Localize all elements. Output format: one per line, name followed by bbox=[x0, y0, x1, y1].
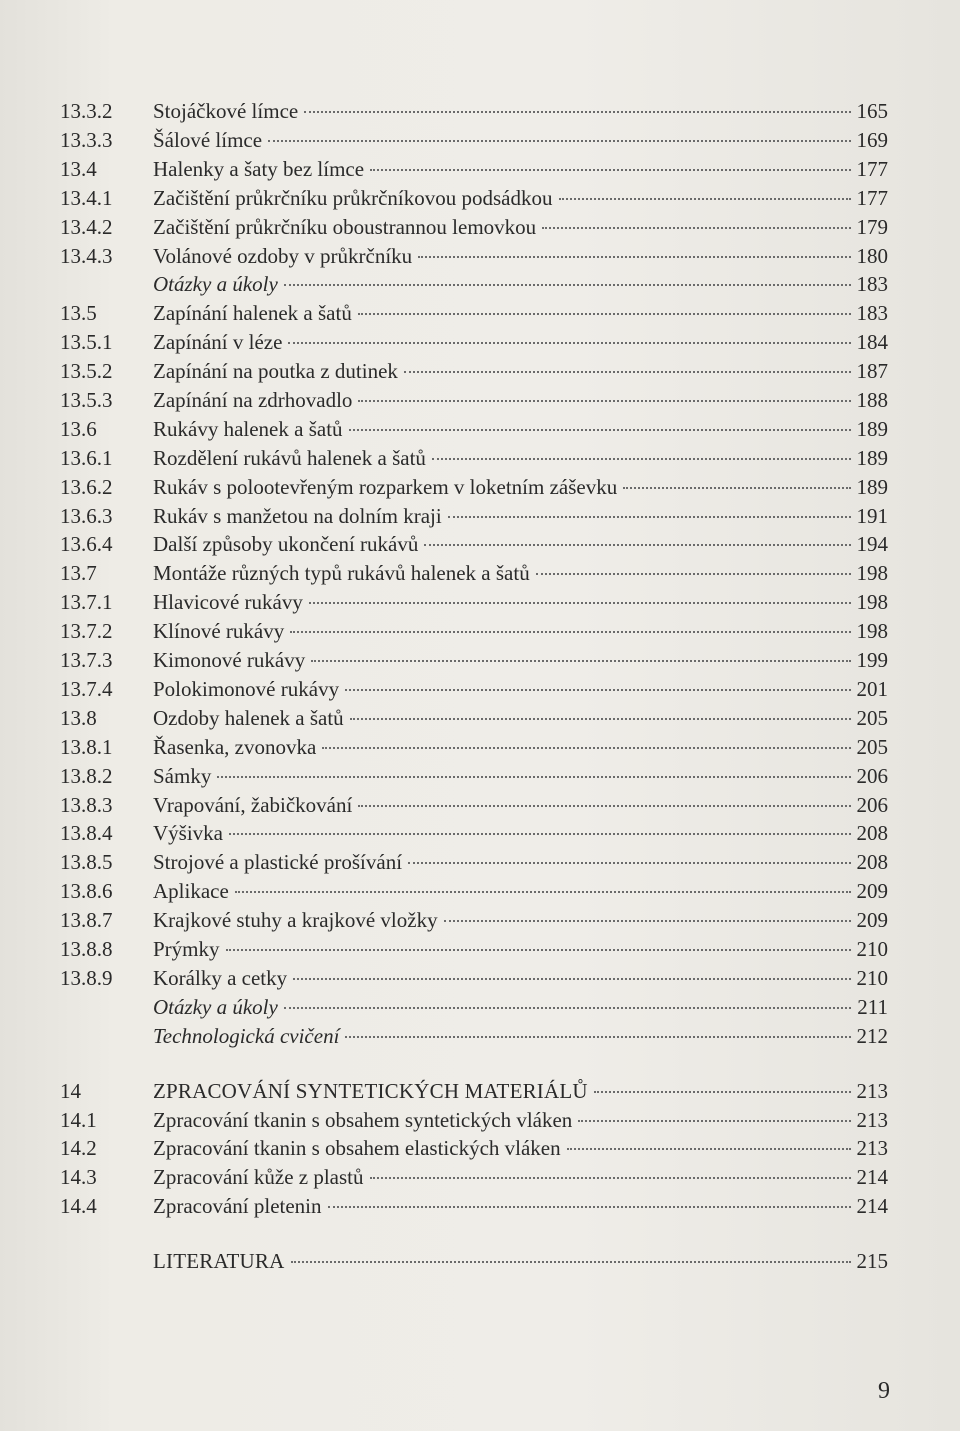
toc-entry-title: Korálky a cetky bbox=[153, 966, 288, 990]
toc-entry-number: 13.3.3 bbox=[60, 128, 113, 152]
toc-entry-number: 13.6.2 bbox=[60, 475, 113, 499]
toc-entry-number: 13.4.3 bbox=[60, 244, 113, 268]
page-number: 9 bbox=[878, 1378, 890, 1404]
toc-entry-title: Rozdělení rukávů halenek a šatů bbox=[153, 446, 426, 470]
toc-entry-title: Začištění průkrčníku průkrčníkovou podsádkou bbox=[153, 186, 553, 210]
toc-entry-number: 13.8.9 bbox=[60, 966, 113, 990]
toc-entry-number: 13.8.7 bbox=[60, 908, 113, 932]
toc-entry-number: 13.8.2 bbox=[60, 764, 113, 788]
toc-entry-number: 13.4.1 bbox=[60, 186, 113, 210]
toc-entry-page: 184 bbox=[856, 330, 888, 354]
dot-leader bbox=[578, 1119, 850, 1122]
toc-entry bbox=[0, 1022, 960, 1050]
toc-entry bbox=[0, 617, 960, 645]
toc-entry-title: Otázky a úkoly bbox=[153, 995, 278, 1019]
toc-entry bbox=[0, 1106, 960, 1134]
dot-leader bbox=[358, 399, 850, 402]
toc-entry-number: 13.7.1 bbox=[60, 590, 113, 614]
dot-leader bbox=[284, 1006, 851, 1009]
toc-entry bbox=[0, 184, 960, 212]
toc-entry-title: Šálové límce bbox=[153, 128, 263, 152]
toc-entry bbox=[0, 1134, 960, 1162]
dot-leader bbox=[559, 197, 851, 200]
toc-entry bbox=[0, 126, 960, 154]
toc-entry bbox=[0, 415, 960, 443]
toc-entry-page: 206 bbox=[856, 793, 888, 817]
toc-entry-page: 211 bbox=[857, 995, 888, 1019]
dot-leader bbox=[293, 977, 850, 980]
toc-entry-page: 169 bbox=[856, 128, 888, 152]
dot-leader bbox=[229, 832, 851, 835]
toc-entry-title: Sámky bbox=[153, 764, 212, 788]
dot-leader bbox=[290, 630, 850, 633]
toc-entry-title: Halenky a šaty bez límce bbox=[153, 157, 365, 181]
toc-entry-title: Zpracování kůže z plastů bbox=[153, 1165, 364, 1189]
toc-entry-page: 214 bbox=[856, 1165, 888, 1189]
toc-entry bbox=[0, 588, 960, 616]
toc-entry-page: 212 bbox=[856, 1024, 888, 1048]
dot-leader bbox=[370, 168, 850, 171]
toc-entry bbox=[0, 1247, 960, 1275]
toc-entry-page: 189 bbox=[856, 475, 888, 499]
dot-leader bbox=[226, 948, 851, 951]
toc-entry-number: 13.5 bbox=[60, 301, 97, 325]
dot-leader bbox=[444, 919, 851, 922]
toc-entry bbox=[0, 762, 960, 790]
toc-entry-number: 13.8.4 bbox=[60, 821, 113, 845]
toc-entry bbox=[0, 530, 960, 558]
toc-entry-number: 13.4.2 bbox=[60, 215, 113, 239]
toc-entry-page: 209 bbox=[856, 908, 888, 932]
toc-entry-number: 13.5.3 bbox=[60, 388, 113, 412]
toc-entry-title: Prýmky bbox=[153, 937, 220, 961]
toc-entry-title: Ozdoby halenek a šatů bbox=[153, 706, 344, 730]
toc-entry-title: Kimonové rukávy bbox=[153, 648, 306, 672]
toc-entry-page: 191 bbox=[856, 504, 888, 528]
toc-entry-title: Polokimonové rukávy bbox=[153, 677, 340, 701]
toc-entry bbox=[0, 877, 960, 905]
toc-entry bbox=[0, 1163, 960, 1191]
toc-entry-number: 13.7.4 bbox=[60, 677, 113, 701]
toc-entry-title: Montáže různých typů rukávů halenek a šatů bbox=[153, 561, 530, 585]
toc-entry bbox=[0, 646, 960, 674]
dot-leader bbox=[567, 1147, 851, 1150]
toc-entry-page: 209 bbox=[856, 879, 888, 903]
dot-leader bbox=[291, 1260, 851, 1263]
toc-entry-page: 177 bbox=[856, 186, 888, 210]
toc-entry-page: 213 bbox=[856, 1079, 888, 1103]
toc-entry-number: 13.4 bbox=[60, 157, 97, 181]
toc-entry-title: Zpracování tkanin s obsahem elastických vláken bbox=[153, 1136, 561, 1160]
dot-leader bbox=[594, 1090, 851, 1093]
toc-entry-page: 187 bbox=[856, 359, 888, 383]
toc-entry-title: Stojáčkové límce bbox=[153, 99, 299, 123]
toc-entry-number: 13.3.2 bbox=[60, 99, 113, 123]
toc-entry-page: 198 bbox=[856, 590, 888, 614]
toc-entry bbox=[0, 935, 960, 963]
toc-entry-title: Výšivka bbox=[153, 821, 223, 845]
toc-entry-page: 205 bbox=[856, 735, 888, 759]
toc-entry-number: 13.8.6 bbox=[60, 879, 113, 903]
toc-entry-title: Rukáv s manžetou na dolním kraji bbox=[153, 504, 442, 528]
toc-entry-number: 13.5.1 bbox=[60, 330, 113, 354]
toc-entry-page: 179 bbox=[856, 215, 888, 239]
toc-entry-number: 14.2 bbox=[60, 1136, 97, 1160]
toc-entry-title: LITERATURA bbox=[153, 1249, 285, 1273]
toc-entry-page: 199 bbox=[856, 648, 888, 672]
toc-entry bbox=[0, 819, 960, 847]
toc-entry bbox=[0, 964, 960, 992]
toc-entry-number: 13.8.3 bbox=[60, 793, 113, 817]
toc-entry bbox=[0, 791, 960, 819]
toc-entry-title: Rukáv s polootevřeným rozparkem v loketním záševku bbox=[153, 475, 618, 499]
toc-entry-page: 188 bbox=[856, 388, 888, 412]
dot-leader bbox=[432, 457, 851, 460]
toc-entry-number: 13.8 bbox=[60, 706, 97, 730]
dot-leader bbox=[288, 341, 850, 344]
toc-entry-page: 189 bbox=[856, 446, 888, 470]
toc-entry-page: 210 bbox=[856, 966, 888, 990]
dot-leader bbox=[408, 861, 850, 864]
toc-entry-page: 210 bbox=[856, 937, 888, 961]
dot-leader bbox=[311, 659, 850, 662]
dot-leader bbox=[345, 1035, 850, 1038]
dot-leader bbox=[404, 370, 851, 373]
toc-entry-title: Zapínání halenek a šatů bbox=[153, 301, 352, 325]
toc-entry-page: 215 bbox=[856, 1249, 888, 1273]
dot-leader bbox=[304, 110, 850, 113]
dot-leader bbox=[542, 226, 850, 229]
toc-entry-title: Řasenka, zvonovka bbox=[153, 735, 317, 759]
toc-entry-page: 189 bbox=[856, 417, 888, 441]
toc-entry-page: 205 bbox=[856, 706, 888, 730]
dot-leader bbox=[235, 890, 851, 893]
toc-entry bbox=[0, 675, 960, 703]
dot-leader bbox=[536, 572, 851, 575]
toc-entry bbox=[0, 97, 960, 125]
toc-entry-page: 214 bbox=[856, 1194, 888, 1218]
toc-entry-title: Zapínání v léze bbox=[153, 330, 283, 354]
toc-entry-number: 13.8.5 bbox=[60, 850, 113, 874]
toc-entry-title: Aplikace bbox=[153, 879, 229, 903]
toc-entry-title: Další způsoby ukončení rukávů bbox=[153, 532, 419, 556]
toc-entry-page: 198 bbox=[856, 619, 888, 643]
dot-leader bbox=[358, 804, 850, 807]
toc-entry bbox=[0, 386, 960, 414]
toc-entry-page: 208 bbox=[856, 821, 888, 845]
toc-entry-title: Volánové ozdoby v průkrčníku bbox=[153, 244, 413, 268]
toc-entry-number: 14.4 bbox=[60, 1194, 97, 1218]
toc-entry-page: 201 bbox=[856, 677, 888, 701]
toc-entry-title: Vrapování, žabičkování bbox=[153, 793, 353, 817]
dot-leader bbox=[418, 255, 850, 258]
dot-leader bbox=[328, 1205, 851, 1208]
toc-entry bbox=[0, 1192, 960, 1220]
toc-entry-title: Zapínání na zdrhovadlo bbox=[153, 388, 353, 412]
dot-leader bbox=[322, 746, 850, 749]
toc-entry-number: 13.5.2 bbox=[60, 359, 113, 383]
toc-entry-title: Otázky a úkoly bbox=[153, 272, 278, 296]
dot-leader bbox=[268, 139, 850, 142]
toc-entry-page: 206 bbox=[856, 764, 888, 788]
dot-leader bbox=[350, 717, 851, 720]
dot-leader bbox=[284, 283, 851, 286]
toc-entry-page: 213 bbox=[856, 1108, 888, 1132]
toc-entry-page: 177 bbox=[856, 157, 888, 181]
dot-leader bbox=[217, 775, 850, 778]
dot-leader bbox=[309, 601, 851, 604]
toc-entry bbox=[0, 242, 960, 270]
toc-entry bbox=[0, 559, 960, 587]
toc-entry-title: Začištění průkrčníku oboustrannou lemovkou bbox=[153, 215, 537, 239]
toc-entry-title: Zpracování tkanin s obsahem syntetických vláken bbox=[153, 1108, 573, 1132]
toc-entry bbox=[0, 299, 960, 327]
dot-leader bbox=[623, 486, 850, 489]
toc-entry bbox=[0, 155, 960, 183]
dot-leader bbox=[424, 543, 850, 546]
dot-leader bbox=[349, 428, 851, 431]
toc-entry-page: 198 bbox=[856, 561, 888, 585]
toc-entry-number: 13.6.4 bbox=[60, 532, 113, 556]
toc-entry-title: Zapínání na poutka z dutinek bbox=[153, 359, 398, 383]
toc-entry-number: 13.8.8 bbox=[60, 937, 113, 961]
toc-entry-title: Technologická cvičení bbox=[153, 1024, 340, 1048]
toc-entry-number: 13.6.3 bbox=[60, 504, 113, 528]
toc-entry-page: 180 bbox=[856, 244, 888, 268]
toc-entry-page: 183 bbox=[856, 272, 888, 296]
toc-entry-number: 13.7.3 bbox=[60, 648, 113, 672]
toc-entry bbox=[0, 444, 960, 472]
toc-entry-number: 13.7 bbox=[60, 561, 97, 585]
toc-entry bbox=[0, 704, 960, 732]
toc-entry-title: ZPRACOVÁNÍ SYNTETICKÝCH MATERIÁLŮ bbox=[153, 1079, 588, 1103]
toc-entry-page: 183 bbox=[856, 301, 888, 325]
toc-entry-title: Rukávy halenek a šatů bbox=[153, 417, 343, 441]
toc-entry-number: 13.6.1 bbox=[60, 446, 113, 470]
toc-entry-number: 14.3 bbox=[60, 1165, 97, 1189]
dot-leader bbox=[358, 312, 851, 315]
toc-entry bbox=[0, 357, 960, 385]
toc-entry bbox=[0, 848, 960, 876]
toc-entry bbox=[0, 213, 960, 241]
toc-entry-number: 14 bbox=[60, 1079, 81, 1103]
toc-entry-title: Hlavicové rukávy bbox=[153, 590, 303, 614]
toc-entry-number: 13.8.1 bbox=[60, 735, 113, 759]
toc-entry-title: Zpracování pletenin bbox=[153, 1194, 322, 1218]
toc-entry-page: 208 bbox=[856, 850, 888, 874]
toc-entry bbox=[0, 733, 960, 761]
toc-entry-number: 14.1 bbox=[60, 1108, 97, 1132]
toc-entry-title: Strojové a plastické prošívání bbox=[153, 850, 403, 874]
toc-entry bbox=[0, 993, 960, 1021]
toc-entry bbox=[0, 906, 960, 934]
toc-entry bbox=[0, 502, 960, 530]
toc-entry-number: 13.7.2 bbox=[60, 619, 113, 643]
toc-entry-page: 213 bbox=[856, 1136, 888, 1160]
toc-entry bbox=[0, 1077, 960, 1105]
toc-entry-title: Klínové rukávy bbox=[153, 619, 285, 643]
toc-entry bbox=[0, 270, 960, 298]
toc-entry bbox=[0, 328, 960, 356]
dot-leader bbox=[345, 688, 850, 691]
toc-entry-page: 165 bbox=[856, 99, 888, 123]
dot-leader bbox=[370, 1176, 851, 1179]
toc-entry-page: 194 bbox=[856, 532, 888, 556]
toc-entry bbox=[0, 473, 960, 501]
dot-leader bbox=[448, 515, 851, 518]
toc-entry-title: Krajkové stuhy a krajkové vložky bbox=[153, 908, 438, 932]
toc-entry-number: 13.6 bbox=[60, 417, 97, 441]
